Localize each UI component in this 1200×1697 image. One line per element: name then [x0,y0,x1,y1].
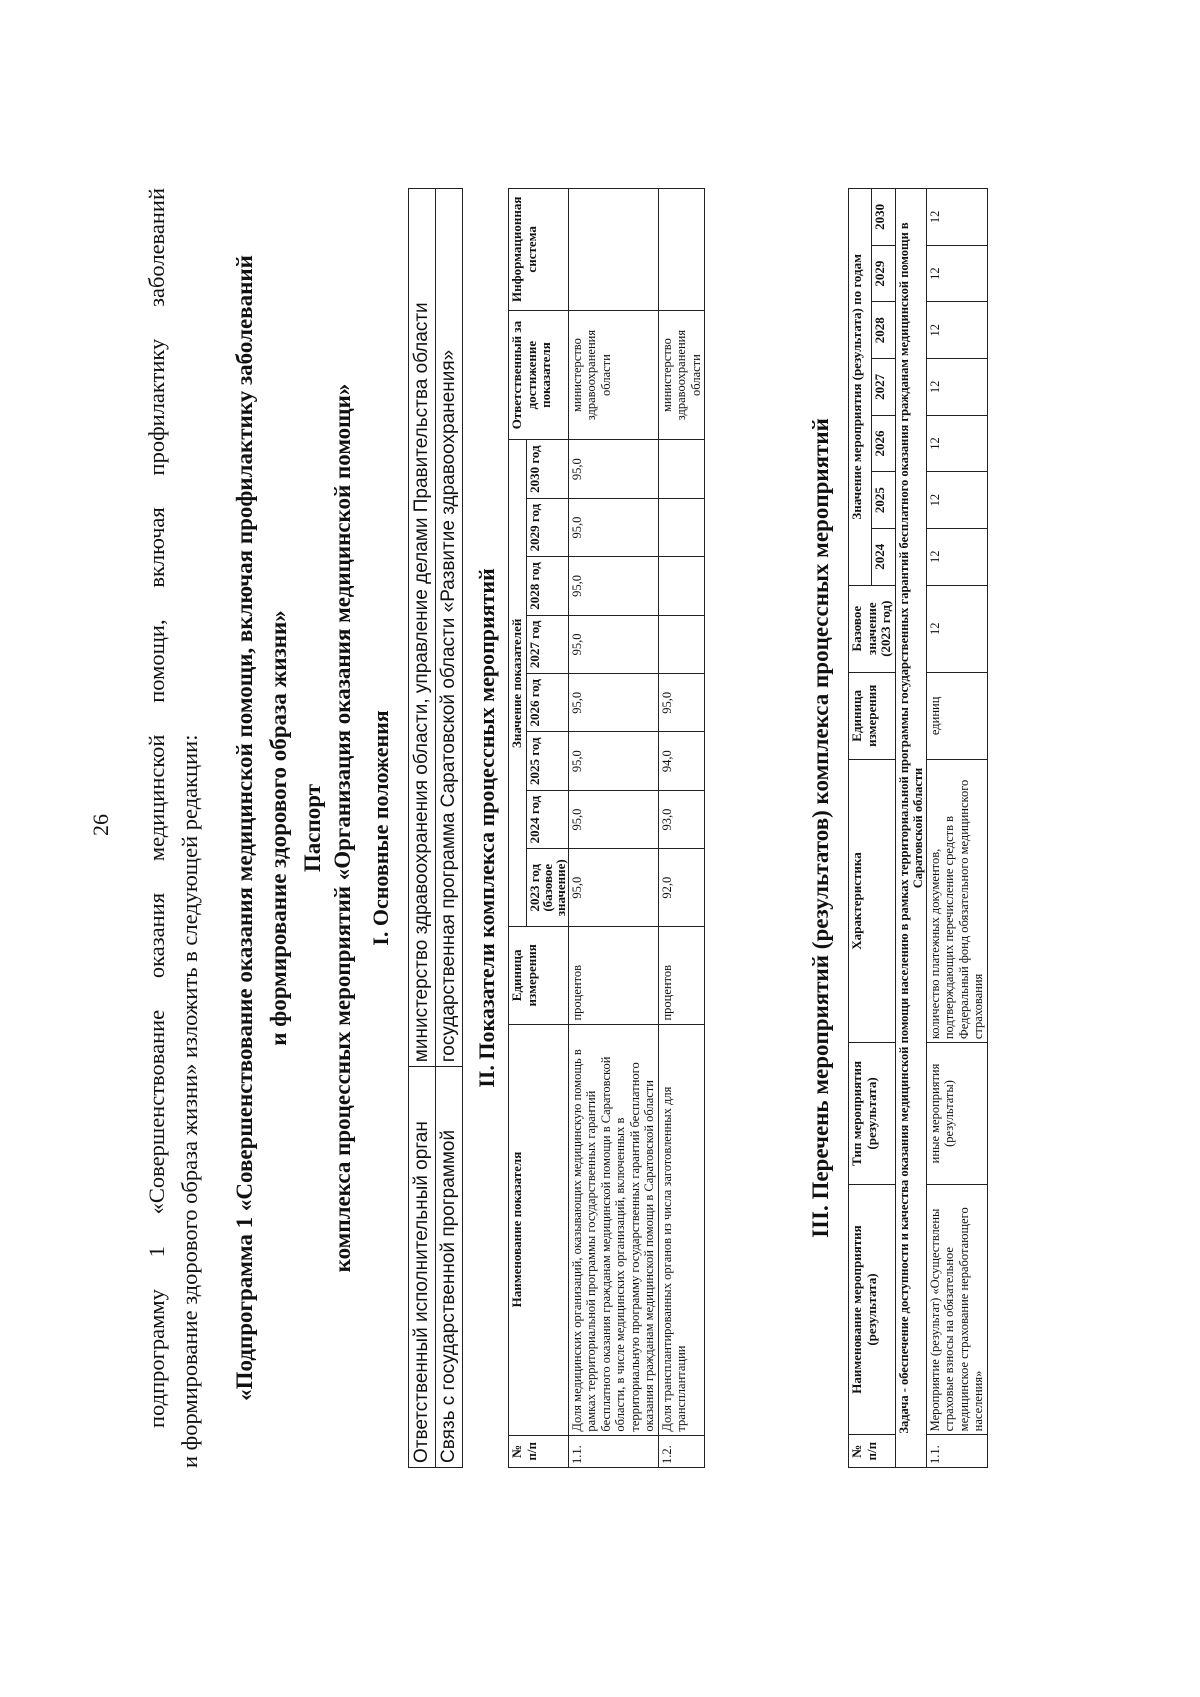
cell-base: 92,0 [658,849,705,927]
col-activity-name: Наименование мероприятия (результата) [849,1184,896,1435]
activities-table [848,188,988,1468]
cell-responsible: министерство здравоохранения области [658,310,705,440]
subprogram-title [228,188,296,1468]
col-2026: 2026 [872,415,895,472]
provision-label: Ответственный исполнительный орган [409,1067,436,1468]
col-2029: 2029 год [526,498,568,556]
col-2028: 2028 год [526,557,568,615]
cell-2025: 95,0 [568,732,658,790]
cell-activity-name: Мероприятие (результат) «Осуществлены страховые взносы на обязательное медицинское страхование неработающего населения» [926,1184,987,1435]
cell-2024: 95,0 [568,790,658,848]
col-2030: 2030 [872,189,895,246]
provision-value: министерство здравоохранения области, управление делами Правительства области [409,189,436,1067]
cell-2028: 95,0 [568,557,658,615]
section-3-title: III. Перечень мероприятий (результатов) комплекса процессных мероприятий [808,418,833,1238]
cell-unit: процентов [658,927,705,1024]
cell-indicator-name: Доля трансплантированных органов из числа заготовленных для трансплантации [658,1024,705,1435]
cell-2026: 95,0 [658,674,705,732]
cell-2025: 94,0 [658,732,705,790]
cell-2025: 12 [926,472,987,529]
provision-label: Связь с государственной программой [436,1067,463,1468]
cell-responsible: министерство здравоохранения области [568,310,658,440]
cell-2030 [658,440,705,498]
intro-paragraph [140,188,206,1468]
col-2028: 2028 [872,302,895,359]
cell-2026: 95,0 [568,674,658,732]
cell-2024: 93,0 [658,790,705,848]
cell-num: 1.1. [926,1435,987,1468]
cell-num: 1.2. [658,1435,705,1467]
cell-2030: 12 [926,189,987,246]
cell-indicator-name: Доля медицинских организаций, оказывающих медицинскую помощь в рамках территориальной программы государственных гарантий бесплатного оказания гражданам медицинской помощи в Саратовской области, в числе медицинских организаций, включенных в территориальную программу государственных гарантий бесплатного оказания гражданам медицинской помощи в Саратовской области [568,1024,658,1435]
cell-unit: процентов [568,927,658,1024]
col-2025: 2025 год [526,732,568,790]
cell-base: 95,0 [568,849,658,927]
provision-value: государственная программа Саратовской области «Развитие здравоохранения» [436,189,463,1067]
subprogram-title-line-2: и формирование здорового образа жизни» [266,610,291,1046]
col-num: № п/п [509,1435,569,1467]
cell-2030: 95,0 [568,440,658,498]
passport-title: Паспорт [300,783,325,873]
col-info-system: Информационная система [509,189,569,311]
col-activity-type: Тип мероприятия (результата) [849,1043,896,1185]
cell-2024: 12 [926,528,987,585]
cell-2028 [658,557,705,615]
subprogram-title-line-1: «Подпрограмма 1 «Совершенствование оказания медицинской помощи, включая профилактику заболеваний [232,255,257,1401]
col-responsible: Ответственный за достижение показателя [509,310,569,440]
passport-heading [298,188,358,1468]
cell-2027 [658,615,705,673]
cell-2027: 95,0 [568,615,658,673]
col-unit: Единица измерения [849,672,896,759]
intro-line-2: и формирование здорового образа жизни» изложить в следующей редакции: [177,734,202,1468]
section-2-title: II. Показатели комплекса процессных мероприятий [474,568,499,1088]
cell-2029 [658,498,705,556]
table-row [409,189,436,1468]
col-2030: 2030 год [526,440,568,498]
cell-info-system [568,189,658,311]
col-2025: 2025 [872,472,895,529]
col-base-2023: 2023 год (базовое значение) [526,849,568,927]
cell-2026: 12 [926,415,987,472]
col-2027: 2027 год [526,615,568,673]
col-2024: 2024 [872,528,895,585]
col-characteristic: Характеристика [849,759,896,1042]
basic-provisions-table [408,188,463,1468]
cell-info-system [658,189,705,311]
rotated-document-page [88,108,1100,1588]
col-2029: 2029 [872,245,895,302]
table-row [926,189,987,1468]
cell-characteristic: количество платежных документов, подтверждающих перечисление средств в Федеральный фонд обязательного медицинского страхования [926,759,987,1042]
col-values-by-year: Значение мероприятия (результата) по годам [849,189,872,586]
cell-base: 12 [926,585,987,672]
col-2024: 2024 год [526,790,568,848]
cell-activity-type: иные мероприятия (результаты) [926,1043,987,1185]
table-row [568,189,658,1468]
col-unit: Единица измерения [509,927,569,1024]
cell-2028: 12 [926,302,987,359]
col-2026: 2026 год [526,674,568,732]
col-base: Базовое значение (2023 год) [849,585,896,672]
col-indicator-name: Наименование показателя [509,1024,569,1435]
indicators-table [508,188,705,1468]
cell-2029: 95,0 [568,498,658,556]
cell-2027: 12 [926,359,987,416]
section-1-title: I. Основные положения [368,710,393,946]
task-row [895,189,926,1468]
col-2027: 2027 [872,359,895,416]
cell-unit: единиц [926,672,987,759]
task-description: Задача - обеспечение доступности и качества оказания медицинской помощи населению в рамках территориальной программы государственных гарантий бесплатного оказания гражданам медицинской помощи в Саратовской области [895,189,926,1468]
table-header-row [849,189,872,1468]
table-header-row [509,189,527,1468]
intro-line-1: подпрограмму 1 «Совершенствование оказания медицинской помощи, включая профилактику заболеваний [144,188,169,1428]
col-indicator-values: Значение показателей [509,440,527,927]
table-row [436,189,463,1468]
page-number: 26 [88,814,113,836]
passport-subtitle: комплекса процессных мероприятий «Организация оказания медицинской помощи» [330,383,355,1273]
col-num: № п/п [849,1435,896,1468]
table-row [658,189,705,1468]
cell-num: 1.1. [568,1435,658,1467]
cell-2029: 12 [926,245,987,302]
